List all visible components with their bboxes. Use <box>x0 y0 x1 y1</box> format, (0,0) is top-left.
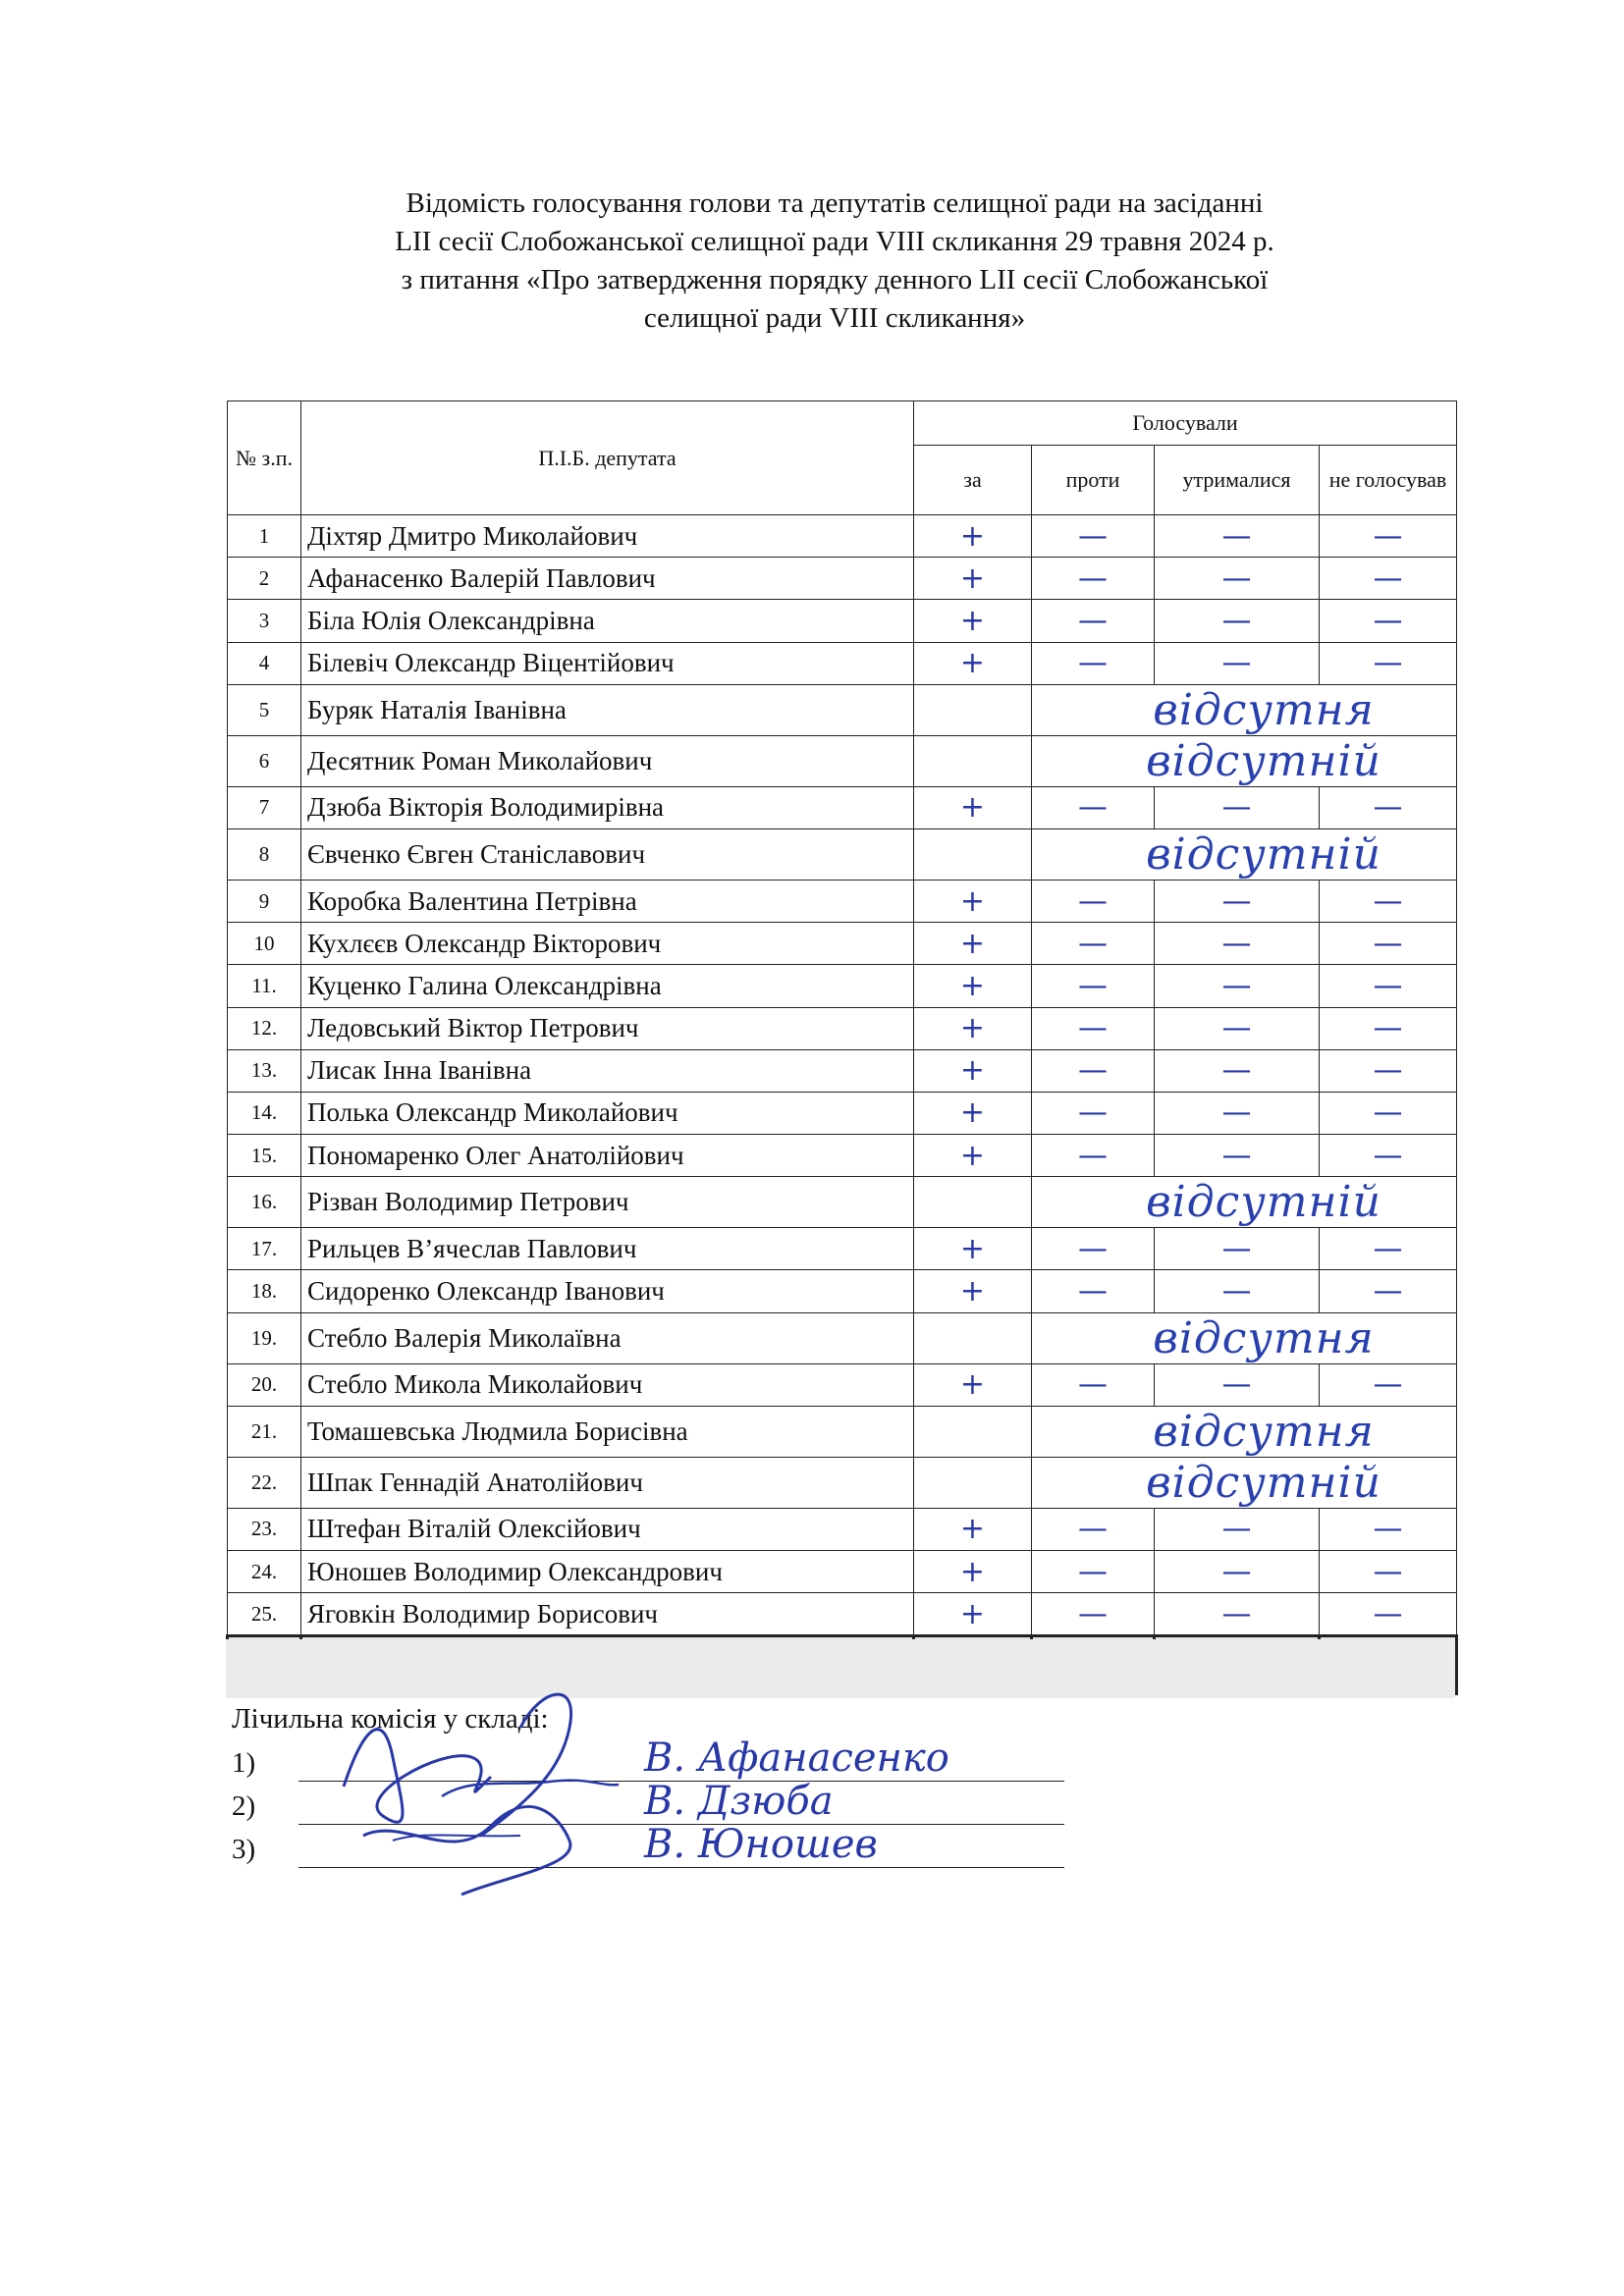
vote-utrymalysia-cell: — <box>1155 1007 1320 1049</box>
row-number: 12. <box>228 1007 301 1049</box>
deputy-name: Лисак Інна Іванівна <box>301 1049 914 1092</box>
vote-za-cell: + <box>914 1270 1032 1312</box>
commission-member-1 <box>232 1735 949 1781</box>
vote-za-cell: + <box>914 558 1032 600</box>
vote-za-cell: + <box>914 923 1032 965</box>
vote-proty-cell: — <box>1032 880 1155 922</box>
title-line-1: Відомість голосування голови та депутатів селищної ради на засіданні <box>406 187 1264 219</box>
vote-za-cell <box>914 684 1032 735</box>
table-row <box>228 1270 1457 1312</box>
deputy-name: Білевіч Олександр Віцентійович <box>301 642 914 684</box>
vote-ne-holosuvav-cell: — <box>1320 923 1457 965</box>
title-line-4: селищної ради VIII скликання» <box>643 302 1026 334</box>
deputy-name: Стебло Валерія Миколаївна <box>301 1312 914 1363</box>
table-row <box>228 965 1457 1007</box>
deputy-name: Десятник Роман Миколайович <box>301 735 914 786</box>
header-voted: Голосували <box>914 401 1457 446</box>
row-number: 8 <box>228 828 301 880</box>
row-number: 25. <box>228 1593 301 1636</box>
vote-ne-holosuvav-cell: — <box>1320 1593 1457 1636</box>
vote-ne-holosuvav-cell: — <box>1320 600 1457 642</box>
table-row <box>228 1363 1457 1406</box>
vote-utrymalysia-cell: — <box>1155 880 1320 922</box>
vote-proty-cell: — <box>1032 1508 1155 1550</box>
vote-utrymalysia-cell: — <box>1155 515 1320 558</box>
vote-proty-cell: — <box>1032 1270 1155 1312</box>
table-row <box>228 735 1457 786</box>
vote-ne-holosuvav-cell: — <box>1320 642 1457 684</box>
table-row <box>228 1177 1457 1228</box>
vote-utrymalysia-cell: — <box>1155 923 1320 965</box>
vote-ne-holosuvav-cell: — <box>1320 1270 1457 1312</box>
vote-za-cell: + <box>914 1135 1032 1177</box>
deputy-name: Діхтяр Дмитро Миколайович <box>301 515 914 558</box>
vote-proty-cell: — <box>1032 1007 1155 1049</box>
deputy-name: Куценко Галина Олександрівна <box>301 965 914 1007</box>
vote-utrymalysia-cell: — <box>1155 558 1320 600</box>
vote-za-cell: + <box>914 965 1032 1007</box>
vote-proty-cell: — <box>1032 642 1155 684</box>
absent-note: відсутній <box>1032 735 1457 786</box>
absent-note: відсутня <box>1032 1312 1457 1363</box>
vote-utrymalysia-cell: — <box>1155 1092 1320 1134</box>
vote-za-cell: + <box>914 880 1032 922</box>
vote-proty-cell: — <box>1032 1135 1155 1177</box>
vote-ne-holosuvav-cell: — <box>1320 1508 1457 1550</box>
row-number: 18. <box>228 1270 301 1312</box>
table-row <box>228 1593 1457 1636</box>
row-number: 24. <box>228 1551 301 1593</box>
table-row <box>228 1312 1457 1363</box>
row-number: 10 <box>228 923 301 965</box>
deputy-name: Томашевська Людмила Борисівна <box>301 1406 914 1457</box>
vote-za-cell: + <box>914 1049 1032 1092</box>
vote-za-cell: + <box>914 1007 1032 1049</box>
vote-ne-holosuvav-cell: — <box>1320 965 1457 1007</box>
table-row <box>228 1049 1457 1092</box>
table-row <box>228 1551 1457 1593</box>
header-za: за <box>914 446 1032 515</box>
vote-za-cell <box>914 1406 1032 1457</box>
row-number: 1 <box>228 515 301 558</box>
table-row <box>228 923 1457 965</box>
table-row <box>228 1007 1457 1049</box>
vote-proty-cell: — <box>1032 1228 1155 1270</box>
deputy-name: Дзюба Вікторія Володимирівна <box>301 786 914 828</box>
vote-za-cell: + <box>914 1363 1032 1406</box>
vote-utrymalysia-cell: — <box>1155 1049 1320 1092</box>
row-number: 23. <box>228 1508 301 1550</box>
vote-za-cell <box>914 735 1032 786</box>
vote-proty-cell: — <box>1032 786 1155 828</box>
deputy-name: Різван Володимир Петрович <box>301 1177 914 1228</box>
table-row <box>228 786 1457 828</box>
vote-proty-cell: — <box>1032 1363 1155 1406</box>
deputy-name: Буряк Наталія Іванівна <box>301 684 914 735</box>
deputy-name: Сидоренко Олександр Іванович <box>301 1270 914 1312</box>
vote-ne-holosuvav-cell: — <box>1320 1135 1457 1177</box>
table-row <box>228 1406 1457 1457</box>
vote-utrymalysia-cell: — <box>1155 600 1320 642</box>
member-number: 2) <box>232 1790 256 1822</box>
vote-za-cell: + <box>914 1593 1032 1636</box>
vote-za-cell <box>914 1177 1032 1228</box>
header-number: № з.п. <box>228 401 301 515</box>
vote-utrymalysia-cell: — <box>1155 1551 1320 1593</box>
absent-note: відсутній <box>1032 1457 1457 1508</box>
vote-proty-cell: — <box>1032 515 1155 558</box>
vote-za-cell: + <box>914 1551 1032 1593</box>
deputy-name: Юношев Володимир Олександрович <box>301 1551 914 1593</box>
row-number: 20. <box>228 1363 301 1406</box>
row-number: 3 <box>228 600 301 642</box>
vote-ne-holosuvav-cell: — <box>1320 1363 1457 1406</box>
row-number: 11. <box>228 965 301 1007</box>
table-row <box>228 1457 1457 1508</box>
table-row <box>228 1508 1457 1550</box>
row-number: 17. <box>228 1228 301 1270</box>
vote-za-cell <box>914 1312 1032 1363</box>
handwritten-signatures <box>324 1669 677 1924</box>
vote-utrymalysia-cell: — <box>1155 786 1320 828</box>
table-row <box>228 828 1457 880</box>
deputy-name: Полька Олександр Миколайович <box>301 1092 914 1134</box>
row-number: 21. <box>228 1406 301 1457</box>
vote-proty-cell: — <box>1032 923 1155 965</box>
absent-note: відсутній <box>1032 828 1457 880</box>
vote-utrymalysia-cell: — <box>1155 1270 1320 1312</box>
row-number: 9 <box>228 880 301 922</box>
vote-ne-holosuvav-cell: — <box>1320 880 1457 922</box>
title-line-3: з питання «Про затвердження порядку денного LII сесії Слобожанської <box>401 264 1269 295</box>
row-number: 14. <box>228 1092 301 1134</box>
absent-note: відсутня <box>1032 684 1457 735</box>
table-row <box>228 600 1457 642</box>
row-number: 5 <box>228 684 301 735</box>
deputy-name: Ледовський Віктор Петрович <box>301 1007 914 1049</box>
table-row <box>228 684 1457 735</box>
commission-member-2 <box>232 1779 834 1824</box>
vote-utrymalysia-cell: — <box>1155 1508 1320 1550</box>
vote-proty-cell: — <box>1032 1593 1155 1636</box>
row-number: 22. <box>228 1457 301 1508</box>
commission-label: Лічильна комісія у складі: <box>232 1703 549 1735</box>
table-row <box>228 515 1457 558</box>
table-row <box>228 558 1457 600</box>
table-row <box>228 1228 1457 1270</box>
vote-proty-cell: — <box>1032 558 1155 600</box>
vote-ne-holosuvav-cell: — <box>1320 1551 1457 1593</box>
member-name: В. Юношев <box>644 1822 878 1867</box>
table-body <box>228 515 1457 1636</box>
table-row <box>228 1092 1457 1134</box>
voting-table <box>226 400 1458 1695</box>
title-line-2: LII сесії Слобожанської селищної ради VIII скликання 29 травня 2024 р. <box>395 226 1274 257</box>
absent-note: відсутній <box>1032 1177 1457 1228</box>
deputy-name: Шпак Геннадій Анатолійович <box>301 1457 914 1508</box>
vote-utrymalysia-cell: — <box>1155 1228 1320 1270</box>
vote-proty-cell: — <box>1032 1092 1155 1134</box>
row-number: 13. <box>228 1049 301 1092</box>
vote-utrymalysia-cell: — <box>1155 965 1320 1007</box>
deputy-name: Штефан Віталій Олексійович <box>301 1508 914 1550</box>
member-name: В. Дзюба <box>644 1779 834 1824</box>
absent-note: відсутня <box>1032 1406 1457 1457</box>
deputy-name: Афанасенко Валерій Павлович <box>301 558 914 600</box>
vote-ne-holosuvav-cell: — <box>1320 1092 1457 1134</box>
header-proty: проти <box>1032 446 1155 515</box>
vote-ne-holosuvav-cell: — <box>1320 786 1457 828</box>
row-number: 4 <box>228 642 301 684</box>
deputy-name: Стебло Микола Миколайович <box>301 1363 914 1406</box>
vote-za-cell: + <box>914 1228 1032 1270</box>
vote-za-cell: + <box>914 1508 1032 1550</box>
vote-za-cell: + <box>914 515 1032 558</box>
vote-ne-holosuvav-cell: — <box>1320 1049 1457 1092</box>
vote-ne-holosuvav-cell: — <box>1320 515 1457 558</box>
table-row <box>228 642 1457 684</box>
row-number: 19. <box>228 1312 301 1363</box>
deputy-name: Біла Юлія Олександрівна <box>301 600 914 642</box>
deputy-name: Коробка Валентина Петрівна <box>301 880 914 922</box>
member-number: 1) <box>232 1747 256 1779</box>
vote-proty-cell: — <box>1032 600 1155 642</box>
vote-ne-holosuvav-cell: — <box>1320 1007 1457 1049</box>
document-title <box>295 185 1375 338</box>
row-number: 6 <box>228 735 301 786</box>
vote-za-cell: + <box>914 1092 1032 1134</box>
deputy-name: Євченко Євген Станіславович <box>301 828 914 880</box>
deputy-name: Кухлєєв Олександр Вікторович <box>301 923 914 965</box>
vote-za-cell: + <box>914 600 1032 642</box>
member-number: 3) <box>232 1834 256 1865</box>
vote-za-cell <box>914 1457 1032 1508</box>
vote-za-cell <box>914 828 1032 880</box>
header-name: П.І.Б. депутата <box>301 401 914 515</box>
row-number: 2 <box>228 558 301 600</box>
commission-member-3 <box>232 1822 878 1867</box>
row-number: 16. <box>228 1177 301 1228</box>
vote-utrymalysia-cell: — <box>1155 642 1320 684</box>
vote-proty-cell: — <box>1032 965 1155 1007</box>
vote-utrymalysia-cell: — <box>1155 1593 1320 1636</box>
row-number: 7 <box>228 786 301 828</box>
row-number: 15. <box>228 1135 301 1177</box>
deputy-name: Пономаренко Олег Анатолійович <box>301 1135 914 1177</box>
vote-ne-holosuvav-cell: — <box>1320 558 1457 600</box>
deputy-name: Яговкін Володимир Борисович <box>301 1593 914 1636</box>
table-row <box>228 880 1457 922</box>
member-name: В. Афанасенко <box>644 1735 949 1781</box>
table-row <box>228 1135 1457 1177</box>
vote-utrymalysia-cell: — <box>1155 1135 1320 1177</box>
vote-za-cell: + <box>914 786 1032 828</box>
deputy-name: Рильцев В’ячеслав Павлович <box>301 1228 914 1270</box>
vote-ne-holosuvav-cell: — <box>1320 1228 1457 1270</box>
vote-proty-cell: — <box>1032 1049 1155 1092</box>
vote-za-cell: + <box>914 642 1032 684</box>
vote-utrymalysia-cell: — <box>1155 1363 1320 1406</box>
header-ne-holosuvav: не голосував <box>1320 446 1457 515</box>
header-utrymalysia: утрималися <box>1155 446 1320 515</box>
vote-proty-cell: — <box>1032 1551 1155 1593</box>
